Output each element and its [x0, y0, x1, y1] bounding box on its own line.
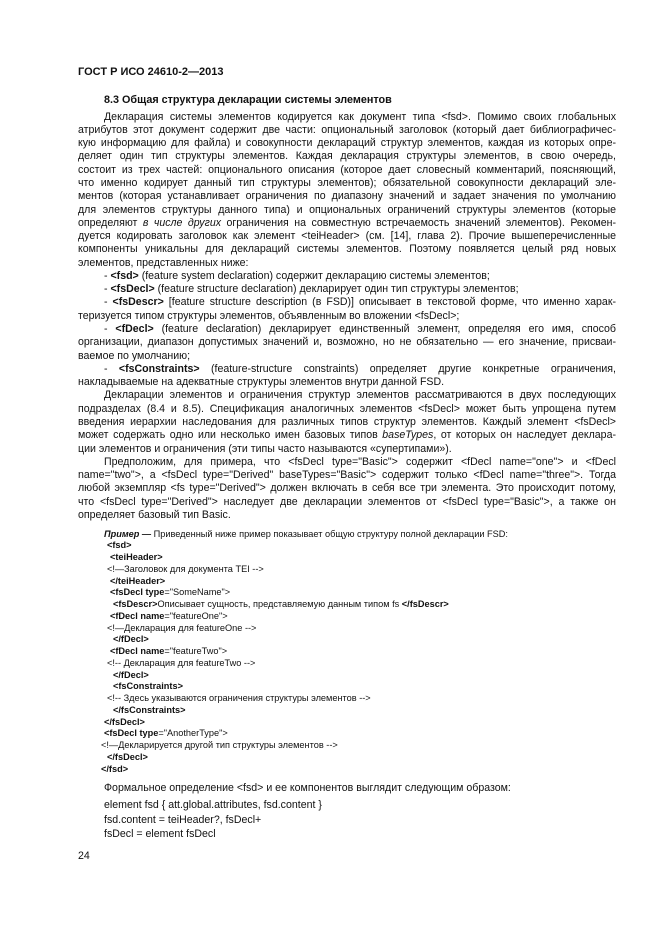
body-line — [104, 270, 616, 283]
text-segment: Описывает сущность, представляемую данным типом fs — [157, 599, 402, 609]
body-line — [78, 217, 616, 230]
body-line — [78, 164, 616, 177]
element-tag-text: <fDecl name — [110, 610, 165, 621]
example-label: Пример — — [104, 528, 152, 539]
text-segment: организации, диапазон допустимых значений и, возможно, но не обязательно — его значение, присваи- — [78, 336, 616, 349]
body-line — [78, 403, 616, 416]
body-line — [78, 150, 616, 163]
body-line — [78, 416, 616, 429]
text-segment: name="two">, а <fsDecl type="Derived" baseTypes="Basic"> содержит только <fDecl name="three">. Тогда — [78, 469, 616, 482]
element-tag-text: </fsd> — [101, 763, 129, 774]
text-segment: ваемое по умолчанию; — [78, 349, 191, 362]
text-segment: (feature declaration) декларирует единственный элемент, определяя его имя, способ — [153, 323, 616, 335]
example-line — [104, 717, 145, 729]
text-segment: (feature system declaration) содержит декларацию системы элементов; — [138, 269, 490, 282]
text-segment: <!—Заголовок для документа TEI --> — [107, 563, 264, 574]
body-line — [78, 429, 616, 442]
element-tag-text: <fsDescr> — [113, 599, 158, 609]
example-line — [107, 693, 371, 705]
body-line — [78, 350, 616, 363]
section-heading: 8.3 Общая структура декларации системы элементов — [104, 94, 392, 106]
text-segment: (feature-structure constraints) определяет другие конкретные ограничения, — [199, 362, 616, 375]
example-line — [113, 705, 186, 717]
text-segment: накладываемые на адекватные структуры элементов внутри данной FSD. — [78, 376, 445, 389]
element-tag-text: <fsd> — [107, 540, 132, 551]
example-line — [110, 587, 230, 599]
element-tag-text: <fsDecl> — [110, 283, 155, 296]
example-line — [110, 576, 165, 588]
formal-definition-line: fsd.content = teiHeader?, fsDecl+ — [104, 814, 262, 826]
formal-definition-line: element fsd { att.global.attributes, fsd.content } — [104, 799, 322, 811]
text-segment: ="SomeName"> — [164, 587, 231, 598]
text-segment: может содержать одно или несколько имен базовых типов — [78, 429, 383, 442]
text-segment: состоит из трех частей: опционального описания (которое дает словесный комментарий, поясняющий, — [78, 163, 616, 176]
text-segment: элементов, представленных ниже: — [78, 256, 249, 269]
element-tag-text: <fDecl> — [115, 323, 154, 335]
element-tag-text: <fsDecl type — [104, 728, 159, 739]
text-segment: подразделах (8.4 и 8.5). Спецификация аналогичных элементов <fsDecl> может быть упрощена путем — [78, 402, 616, 415]
example-line — [107, 658, 255, 670]
text-segment: для элементов структуры данного типа) и опциональных ограничений структуры элементов (которые — [78, 203, 616, 216]
body-line — [78, 230, 616, 243]
element-tag-text: <fsConstraints> — [113, 681, 183, 692]
body-line — [104, 456, 616, 469]
element-tag-text: </fsConstraints> — [113, 704, 186, 715]
element-tag-text: </teiHeader> — [110, 575, 166, 586]
body-line — [104, 296, 616, 309]
body-line — [104, 363, 616, 376]
example-line — [113, 670, 149, 682]
body-line — [104, 111, 616, 124]
body-line — [78, 190, 616, 203]
element-tag-text: </fsDescr> — [401, 599, 449, 609]
body-line — [78, 257, 616, 270]
example-line — [107, 623, 256, 635]
body-line — [78, 204, 616, 217]
element-tag-text: </fsDecl> — [104, 716, 145, 727]
text-segment: - — [104, 283, 111, 296]
element-tag-text: <fsDescr> — [112, 296, 164, 309]
text-segment: ="featureOne"> — [164, 610, 228, 621]
element-tag-text: </fDecl> — [113, 634, 149, 645]
example-line — [107, 540, 132, 552]
body-line — [78, 496, 616, 509]
body-line — [78, 469, 616, 482]
body-line — [78, 310, 616, 323]
text-segment: Декларация системы элементов кодируется как документ типа <fsd>. Помимо своих глобальных — [104, 110, 616, 123]
example-line — [101, 740, 338, 752]
body-line — [78, 376, 616, 389]
body-line — [78, 509, 616, 522]
element-tag-text: </fsDecl> — [107, 751, 148, 762]
text-segment: Предположим, для примера, что <fsDecl type="Basic"> содержит <fDecl name="one"> и <fDecl — [104, 455, 616, 468]
text-segment: компоненты уникальны для деклараций системы элементов. Поэтому появляется целый ряд новых — [78, 243, 616, 256]
text-segment: ограничения на совместную встречаемость значений элементов). Рекомен- — [221, 216, 617, 229]
text-segment: атрибутов этот документ содержит две части: опциональный заголовок (который дает библиографичес- — [78, 123, 616, 136]
example-line — [101, 764, 128, 776]
element-tag-text: <fsd> — [110, 269, 139, 282]
document-id-header: ГОСТ Р ИСО 24610-2—2013 — [78, 66, 224, 78]
text-segment: любой экземпляр <fs type="Derived"> должен включать в себя все три элемента. Это происходит потому, — [78, 482, 616, 495]
formal-definition-intro: Формальное определение <fsd> и ее компонентов выглядит следующим образом: — [104, 782, 511, 794]
formal-definition-line: fsDecl = element fsDecl — [104, 828, 216, 840]
text-segment: - — [104, 296, 113, 309]
text-segment: - — [104, 269, 111, 282]
element-tag-text: <fsDecl type — [110, 587, 165, 598]
text-segment: [feature structure description (в FSD)] описывает в текстовой форме, что именно харак- — [163, 296, 616, 309]
text-segment: ции элементов и ограничения (эти типы часто называются «супертипами»). — [78, 442, 452, 455]
body-line — [78, 124, 616, 137]
text-segment: - — [104, 323, 116, 335]
text-segment: что <fsDecl type="Derived"> наследует две декларации элементов от <fsDecl type="Basic">, а также он — [78, 495, 616, 508]
element-tag-text: <teiHeader> — [110, 552, 163, 562]
body-line — [104, 283, 616, 296]
body-line — [78, 443, 616, 456]
example-line — [110, 552, 163, 564]
text-segment: введения иерархии наследования для различных типов структур элементов. Каждый элемент <fsDecl> — [78, 415, 616, 428]
body-line — [78, 137, 616, 150]
text-segment: определяют — [78, 216, 143, 229]
example-line — [110, 646, 227, 658]
text-segment: кую информацию для файла) и совокупности деклараций структур элементов, каждая из которых опре- — [78, 137, 616, 150]
example-line — [113, 681, 183, 693]
text-segment: деляет один тип структуры элементов. Каждая декларация структуры элементов, в свою очередь, — [78, 150, 616, 163]
text-segment: определяет базовый тип Basic. — [78, 508, 231, 521]
body-line — [104, 323, 616, 336]
example-line — [110, 611, 228, 623]
emphasis-text: baseTypes — [382, 429, 434, 442]
element-tag-text: <fsConstraints> — [118, 362, 200, 375]
text-segment: <!-- Здесь указываются ограничения структуры элементов --> — [107, 693, 371, 703]
example-line — [107, 564, 264, 576]
example-line — [104, 728, 228, 740]
text-segment: <!—Декларация для featureOne --> — [107, 622, 257, 633]
body-line — [104, 389, 616, 402]
body-line — [78, 177, 616, 190]
text-segment: Декларации элементов и ограничения структур элементов рассматриваются в двух последующих — [104, 389, 616, 402]
text-segment: дуется кодировать заголовок как элемент <teiHeader> (см. [14], глава 2). Прочие вышеперечисленные — [78, 230, 616, 242]
text-segment: , от которых он наследует деклара- — [433, 429, 616, 442]
text-segment: <!-- Декларация для featureTwo --> — [107, 657, 256, 668]
emphasis-text: в числе других — [142, 216, 222, 229]
text-segment: (feature structure declaration) декларирует один тип структуры элементов; — [154, 283, 519, 296]
text-segment: что именно кодирует данный тип структуры элементов); обязательной совокупности деклараций эле- — [78, 176, 616, 189]
text-segment: теризуется типом структуры элементов, объявленным во вложении <fsDecl>; — [78, 309, 460, 322]
text-segment: ="AnotherType"> — [158, 728, 228, 739]
text-segment: ментов (которая устанавливает ограничения по диапазону значений и задает значения по умолчанию — [78, 190, 616, 203]
element-tag-text: <fDecl name — [110, 646, 165, 656]
example-line — [113, 599, 449, 611]
text-segment: Приведенный ниже пример показывает общую структуру полной декларации FSD: — [151, 528, 508, 539]
example-line — [113, 634, 149, 646]
example-line — [104, 529, 508, 541]
element-tag-text: </fDecl> — [113, 669, 149, 680]
example-line — [107, 752, 148, 764]
page-number: 24 — [78, 850, 90, 862]
text-segment: ="featureTwo"> — [164, 646, 228, 656]
body-line — [78, 243, 616, 256]
body-line — [78, 482, 616, 495]
body-line — [78, 336, 616, 349]
text-segment: <!—Декларируется другой тип структуры элементов --> — [101, 740, 338, 750]
text-segment: - — [104, 362, 119, 375]
